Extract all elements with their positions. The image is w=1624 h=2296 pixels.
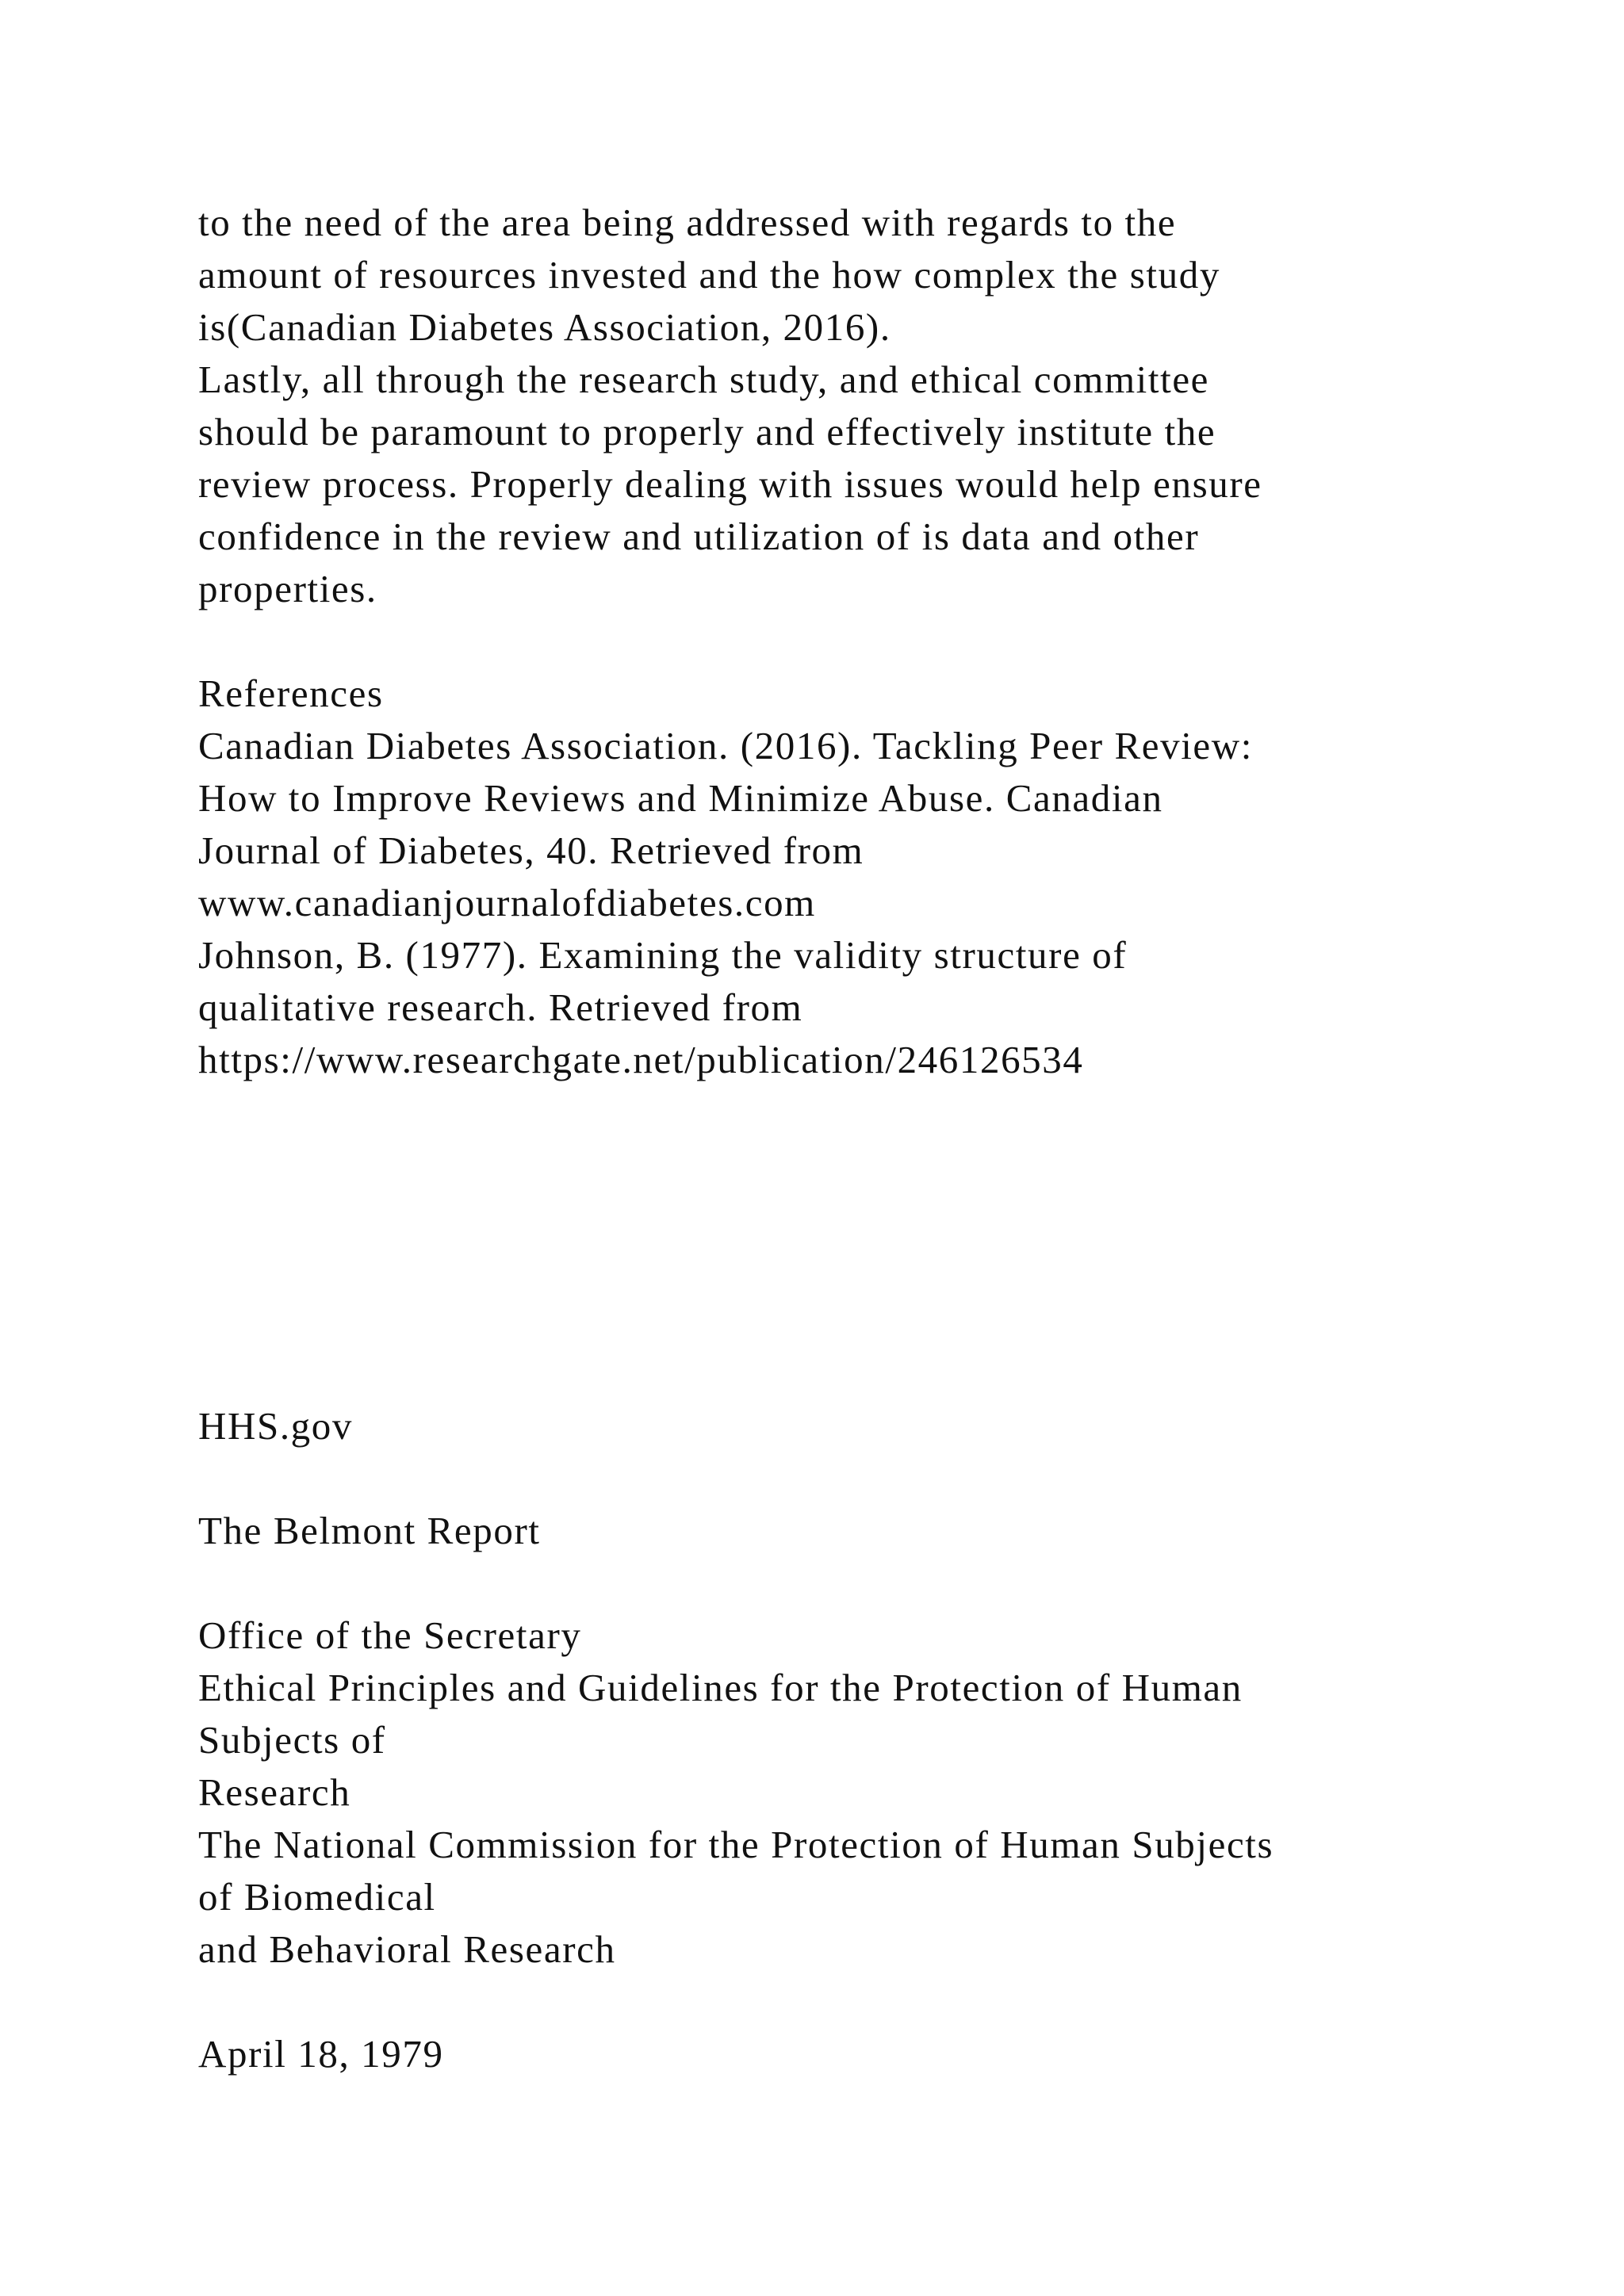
- references-heading: References: [198, 672, 384, 715]
- body-text-line: to the need of the area being addressed with regards to the: [198, 201, 1177, 244]
- report-subtitle: Research: [198, 1770, 351, 1814]
- reference-line: How to Improve Reviews and Minimize Abuse. Canadian: [198, 776, 1163, 820]
- body-text-line: Lastly, all through the research study, and ethical committee: [198, 358, 1210, 401]
- commission-name: and Behavioral Research: [198, 1927, 616, 1971]
- body-text-line: is(Canadian Diabetes Association, 2016).: [198, 305, 891, 349]
- report-date: April 18, 1979: [198, 2032, 444, 2076]
- office-name: Office of the Secretary: [198, 1613, 582, 1657]
- site-name: HHS.gov: [198, 1404, 353, 1448]
- commission-name: The National Commission for the Protection of Human Subjects: [198, 1823, 1274, 1866]
- body-text-line: review process. Properly dealing with issues would help ensure: [198, 462, 1262, 506]
- reference-link: www.canadianjournalofdiabetes.com: [198, 881, 816, 924]
- reference-line: qualitative research. Retrieved from: [198, 985, 803, 1029]
- body-text-line: amount of resources invested and the how complex the study: [198, 253, 1220, 297]
- body-text-line: should be paramount to properly and effectively institute the: [198, 410, 1216, 453]
- report-subtitle: Ethical Principles and Guidelines for the Protection of Human: [198, 1666, 1243, 1709]
- body-text-line: properties.: [198, 567, 377, 610]
- reference-line: Johnson, B. (1977). Examining the validity structure of: [198, 933, 1128, 977]
- reference-line: Canadian Diabetes Association. (2016). Tackling Peer Review:: [198, 724, 1253, 767]
- report-subtitle: Subjects of: [198, 1718, 386, 1762]
- commission-name: of Biomedical: [198, 1875, 436, 1919]
- body-text-line: confidence in the review and utilization of is data and other: [198, 515, 1200, 558]
- reference-line: Journal of Diabetes, 40. Retrieved from: [198, 828, 864, 872]
- reference-link: https://www.researchgate.net/publication/246126534: [198, 1038, 1084, 1081]
- report-title: The Belmont Report: [198, 1509, 541, 1552]
